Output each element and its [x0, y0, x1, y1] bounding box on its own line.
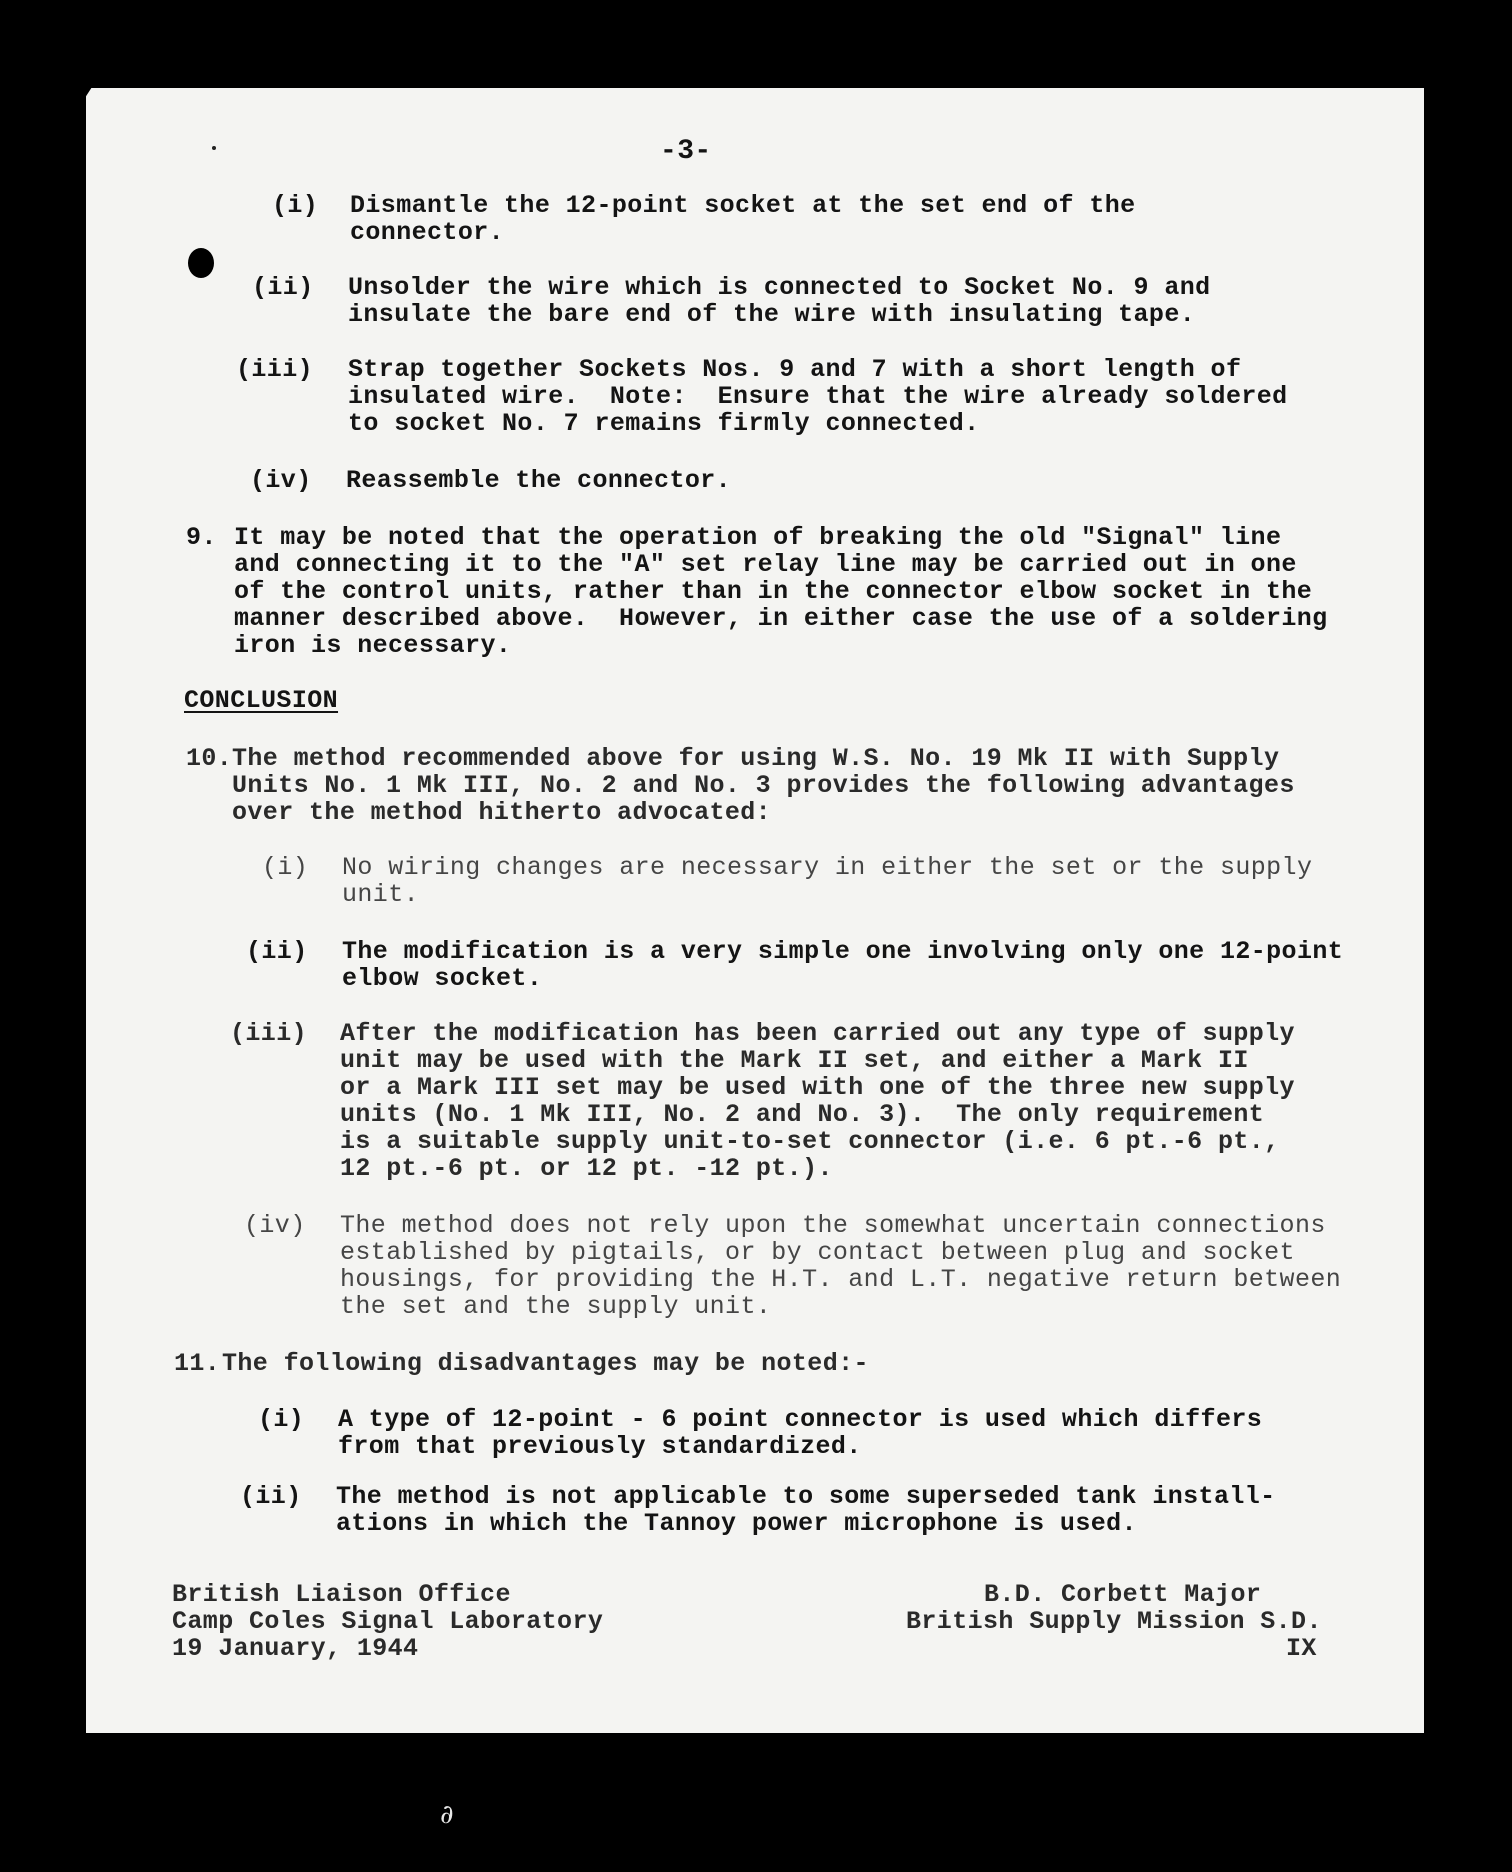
paragraph-number: 10.: [186, 744, 233, 773]
item-text: No wiring changes are necessary in either the set or the supply: [342, 853, 1313, 882]
paragraph-line: and connecting it to the "A" set relay line may be carried out in one: [234, 550, 1297, 579]
step-text: insulate the bare end of the wire with insulating tape.: [348, 300, 1196, 329]
scan-mark: ∂: [440, 1800, 454, 1830]
step-text: Unsolder the wire which is connected to Socket No. 9 and: [348, 273, 1211, 302]
signatory-name: B.D. Corbett Major: [984, 1580, 1262, 1609]
item-number: (i): [262, 853, 309, 882]
laboratory-name: Camp Coles Signal Laboratory: [172, 1607, 604, 1636]
step-text: connector.: [350, 218, 505, 247]
item-number: (ii): [240, 1482, 302, 1511]
step-text: Strap together Sockets Nos. 9 and 7 with a short length of: [348, 355, 1242, 384]
ink-speck: [212, 146, 216, 150]
item-text: or a Mark III set may be used with one of the three new supply: [340, 1073, 1295, 1102]
item-text: The method is not applicable to some superseded tank install-: [336, 1482, 1276, 1511]
section-heading: CONCLUSION: [184, 686, 339, 715]
item-text: units (No. 1 Mk III, No. 2 and No. 3). The only requirement: [340, 1100, 1265, 1129]
page-number: -3-: [660, 136, 712, 167]
item-text: the set and the supply unit.: [340, 1292, 772, 1321]
item-text: The modification is a very simple one involving only one 12-point: [342, 937, 1344, 966]
paragraph-line: manner described above. However, in either case the use of a soldering: [234, 604, 1328, 633]
paragraph-line: The method recommended above for using W.S. No. 19 Mk II with Supply: [232, 744, 1280, 773]
item-text: A type of 12-point - 6 point connector is used which differs: [338, 1405, 1263, 1434]
item-text: elbow socket.: [342, 964, 543, 993]
office-name: British Liaison Office: [172, 1580, 511, 1609]
paragraph-line: It may be noted that the operation of breaking the old "Signal" line: [234, 523, 1282, 552]
paragraph-number: 9.: [186, 523, 217, 552]
step-text: insulated wire. Note: Ensure that the wire already soldered: [348, 382, 1288, 411]
step-number: (iii): [236, 355, 314, 384]
item-number: (i): [258, 1405, 305, 1434]
paragraph-line: iron is necessary.: [234, 631, 512, 660]
item-number: (iii): [230, 1019, 308, 1048]
item-text: housings, for providing the H.T. and L.T. negative return between: [340, 1265, 1342, 1294]
ink-blot: [188, 248, 214, 278]
step-number: (ii): [252, 273, 314, 302]
step-text: Dismantle the 12-point socket at the set end of the: [350, 191, 1136, 220]
step-text: to socket No. 7 remains firmly connected.: [348, 409, 980, 438]
item-number: (iv): [244, 1211, 306, 1240]
paragraph-line: over the method hitherto advocated:: [232, 798, 772, 827]
item-text: 12 pt.-6 pt. or 12 pt. -12 pt.).: [340, 1154, 833, 1183]
step-text: Reassemble the connector.: [346, 466, 732, 495]
step-number: (iv): [250, 466, 312, 495]
paragraph-line: Units No. 1 Mk III, No. 2 and No. 3 provides the following advantages: [232, 771, 1295, 800]
document-date: 19 January, 1944: [172, 1634, 419, 1663]
item-text: The method does not rely upon the somewhat uncertain connections: [340, 1211, 1326, 1240]
paragraph-line: of the control units, rather than in the connector elbow socket in the: [234, 577, 1313, 606]
paragraph-line: The following disadvantages may be noted:-: [222, 1349, 869, 1378]
item-text: is a suitable supply unit-to-set connector (i.e. 6 pt.-6 pt.,: [340, 1127, 1280, 1156]
item-text: After the modification has been carried out any type of supply: [340, 1019, 1295, 1048]
signatory-division: IX: [1286, 1634, 1317, 1663]
paragraph-number: 11.: [174, 1349, 221, 1378]
signatory-organization: British Supply Mission S.D.: [906, 1607, 1322, 1636]
item-text: ations in which the Tannoy power microphone is used.: [336, 1509, 1137, 1538]
item-text: unit may be used with the Mark II set, and either a Mark II: [340, 1046, 1249, 1075]
item-text: established by pigtails, or by contact between plug and socket: [340, 1238, 1295, 1267]
item-number: (ii): [246, 937, 308, 966]
item-text: from that previously standardized.: [338, 1432, 862, 1461]
item-text: unit.: [342, 880, 420, 909]
step-number: (i): [272, 191, 319, 220]
